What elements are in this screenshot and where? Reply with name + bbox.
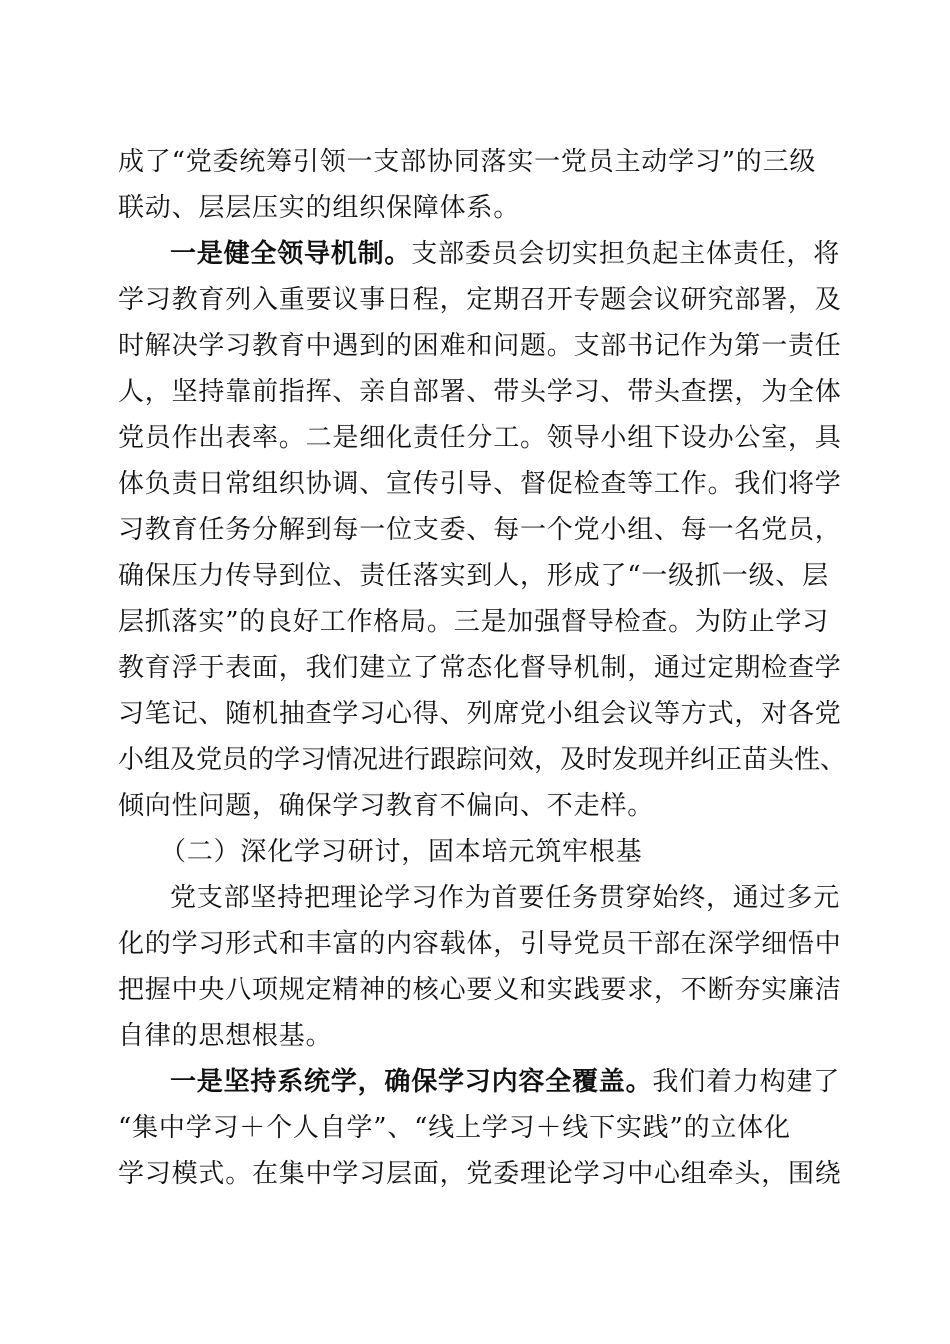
text-line: 学习模式。在集中学习层面，党委理论学习中心组牵头，围绕 [118,1159,842,1189]
text-line: 时解决学习教育中遇到的困难和问题。支部书记作为第一责任 [118,331,842,361]
text-line: 习教育任务分解到每一位支委、每一个党小组、每一名党员， [118,515,842,545]
text-line: 党员作出表率。二是细化责任分工。领导小组下设办公室，具 [118,423,842,453]
text-line: 学习教育列入重要议事日程，定期召开专题会议研究部署，及 [118,285,842,315]
section-heading: （二）深化学习研讨，固本培元筑牢根基 [160,837,643,867]
bold-lead-phrase: 一是坚持系统学，确保学习内容全覆盖。 [170,1067,653,1097]
bold-lead-phrase: 一是健全领导机制。 [170,239,412,269]
text-line: 教育浮于表面，我们建立了常态化督导机制，通过定期检查学 [118,653,842,683]
text-line: 自律的思想根基。 [118,1021,333,1051]
text-line: 倾向性问题，确保学习教育不偏向、不走样。 [118,791,655,821]
text-line: 联动、层层压实的组织保障体系。 [118,193,521,223]
paragraph-first-line [170,232,841,276]
text-line: 成了“党委统筹引领一支部协同落实一党员主动学习”的三级 [118,147,817,177]
text-line: 党支部坚持把理论学习作为首要任务贯穿始终，通过多元 [170,883,841,913]
paragraph-first-line [170,1060,841,1104]
text-span: 支部委员会切实担负起主体责任，将 [411,239,841,269]
text-line: 确保压力传导到位、责任落实到人，形成了“一级抓一级、层 [118,561,829,591]
text-line: 化的学习形式和丰富的内容载体，引导党员干部在深学细悟中 [118,929,842,959]
text-line: 小组及党员的学习情况进行跟踪问效，及时发现并纠正苗头性、 [118,745,847,775]
text-span: 我们着力构建了 [652,1067,841,1097]
text-line: 把握中央八项规定精神的核心要义和实践要求，不断夯实廉洁 [118,975,842,1005]
text-line: 习笔记、随机抽查学习心得、列席党小组会议等方式，对各党 [118,699,842,729]
text-line: “集中学习＋个人自学”、“线上学习＋线下实践”的立体化 [118,1113,791,1143]
text-line: 人，坚持靠前指挥、亲自部署、带头学习、带头查摆，为全体 [118,377,842,407]
text-line: 体负责日常组织协调、宣传引导、督促检查等工作。我们将学 [118,469,842,499]
text-line: 层抓落实”的良好工作格局。三是加强督导检查。为防止学习 [118,607,829,637]
